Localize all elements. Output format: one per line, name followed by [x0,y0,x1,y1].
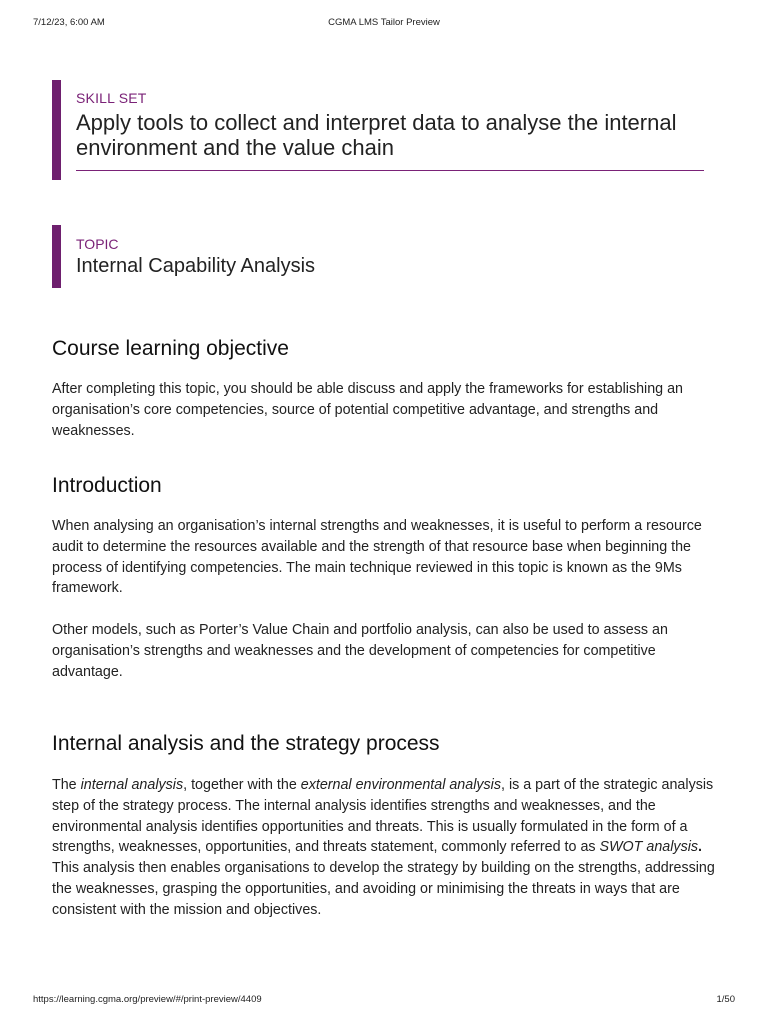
text-segment: The [52,777,81,793]
text-segment: . [698,839,703,856]
print-page-title: CGMA LMS Tailor Preview [328,17,440,28]
topic-accent-bar [52,225,61,288]
internal-analysis-term: internal analysis [80,777,184,793]
skill-set-title: Apply tools to collect and interpret data to analyse the internal environment and the value chain [76,110,677,160]
text-segment: , is a part of the strategic analysis step of the strategy process. The internal analysis identifies strengths and weaknesses, and the environmental analysis identifies opportunities and threats. This is usually formulated in the form of a strengths, weaknesses, opportunities, and threats statement, commonly referred to as [52,777,714,856]
internal-analysis-paragraph [52,775,724,921]
text-segment: , together with the [183,777,301,793]
introduction-paragraph-1: When analysing an organisation’s internal strengths and weaknesses, it is useful to perform a resource audit to determine the resources available and the strength of that resource base when beginning the process of identifying competencies. The main technique reviewed in this topic is known as the 9Ms framework. [52,518,702,597]
topic-title: Internal Capability Analysis [76,255,316,277]
topic-label: TOPIC [76,236,119,252]
print-url: https://learning.cgma.org/preview/#/print-preview/4409 [33,994,262,1005]
external-analysis-term: external environmental analysis [300,777,502,793]
skill-set-divider [76,170,704,171]
topic-block [52,225,552,288]
skill-set-label: SKILL SET [76,90,147,106]
print-header [33,17,735,31]
swot-analysis-term: SWOT analysis [599,839,699,856]
objective-heading: Course learning objective [52,337,289,360]
introduction-paragraph-2: Other models, such as Porter’s Value Chain and portfolio analysis, can also be used to assess an organisation’s strengths and weaknesses and the development of competencies for competitive advantage. [52,622,668,680]
skill-set-block [52,80,704,180]
text-segment: This analysis then enables organisations to develop the strategy by building on the strengths, addressing the weaknesses, grasping the opportunities, and avoiding or minimising the threats in ways that are consistent with the mission and objectives. [52,860,715,918]
print-date: 7/12/23, 6:00 AM [33,17,105,28]
introduction-heading: Introduction [52,474,162,497]
page-number: 1/50 [716,994,735,1005]
print-footer [33,994,735,1008]
internal-analysis-heading: Internal analysis and the strategy process [52,732,440,755]
objective-text: After completing this topic, you should be able discuss and apply the frameworks for establishing an organisation’s core competencies, source of potential competitive advantage, and strengths and weaknesses. [52,381,683,439]
skill-set-accent-bar [52,80,61,180]
